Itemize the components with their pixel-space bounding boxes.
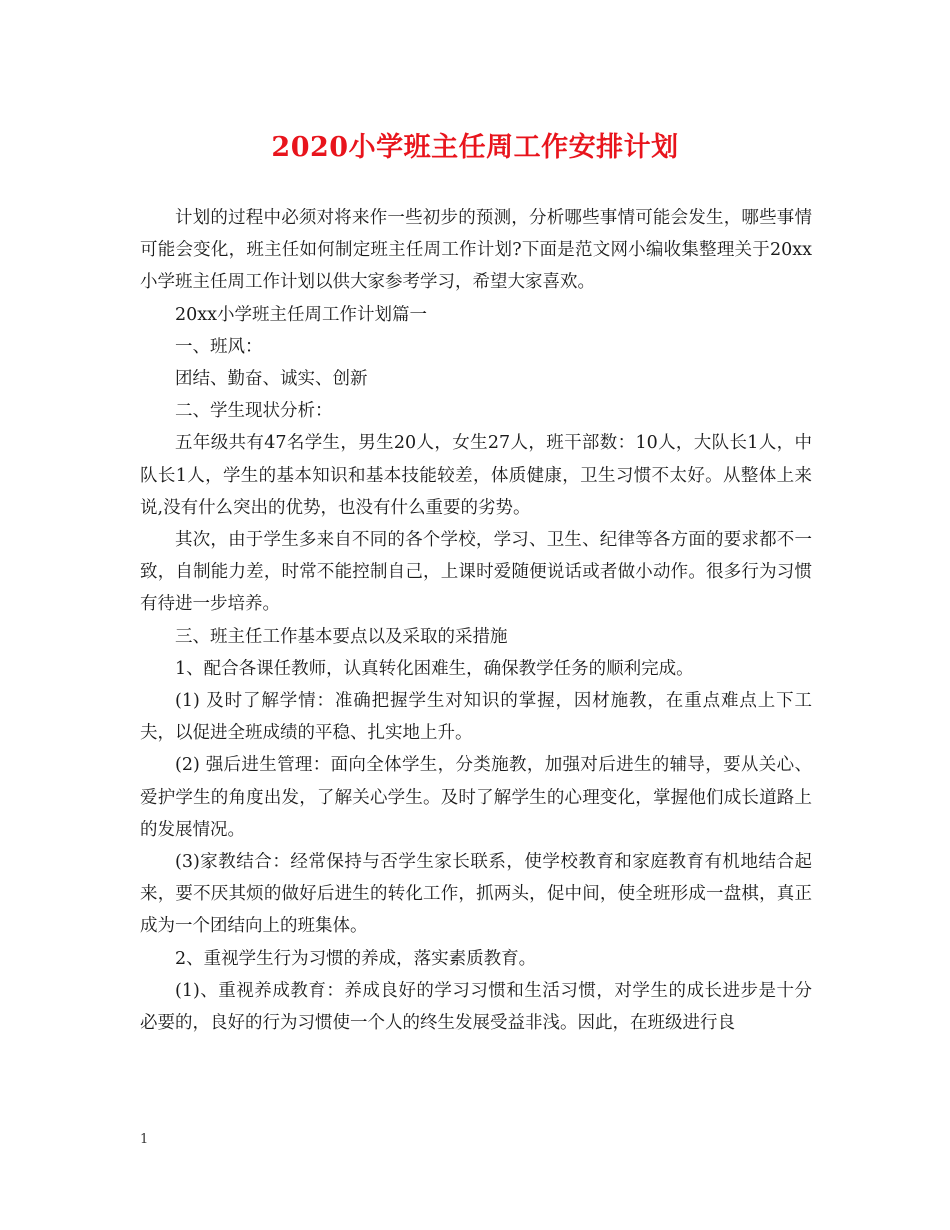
paragraph-section-heading: 20xx小学班主任周工作计划篇一 <box>175 304 428 325</box>
paragraph-key-points-heading: 三、班主任工作基本要点以及采取的采措施 <box>175 626 508 647</box>
document-body <box>140 202 812 1039</box>
document-title: 2020小学班主任周工作安排计划 <box>271 132 679 163</box>
paragraph-student-analysis: 五年级共有47名学生，男生20人，女生27人，班干部数：10人，大队长1人，中队长1人，学生的基本知识和基本技能较差，体质健康，卫生习惯不太好。从整体上来说,没有什么突出的优势，也没有什么重要的劣势。 <box>140 433 812 518</box>
paragraph-point-2: 2、重视学生行为习惯的养成，落实素质教育。 <box>175 948 537 969</box>
page-number: 1 <box>140 1132 149 1147</box>
paragraph-point-1: 1、配合各课任教师，认真转化困难生，确保教学任务的顺利完成。 <box>175 658 694 679</box>
paragraph-point-1-1: (1) 及时了解学情：准确把握学生对知识的掌握，因材施教，在重点难点上下工夫，以促进全班成绩的平稳、扎实地上升。 <box>140 691 812 744</box>
paragraph-student-analysis-heading: 二、学生现状分析： <box>175 401 333 422</box>
paragraph-class-style-heading: 一、班风： <box>175 336 263 357</box>
paragraph-point-1-2: (2) 强后进生管理：面向全体学生，分类施教，加强对后进生的辅导，要从关心、爱护学生的角度出发，了解关心学生。及时了解学生的心理变化，掌握他们成长道路上的发展情况。 <box>140 755 812 840</box>
paragraph-point-1-3: (3)家教结合：经常保持与否学生家长联系，使学校教育和家庭教育有机地结合起来，要不厌其烦的做好后进生的转化工作，抓两头，促中间，使全班形成一盘棋，真正成为一个团结向上的班集体。 <box>140 852 812 937</box>
paragraph-point-2-1: (1)、重视养成教育：养成良好的学习习惯和生活习惯，对学生的成长进步是十分必要的，良好的行为习惯使一个人的终生发展受益非浅。因此，在班级进行良 <box>140 980 812 1034</box>
paragraph-secondly: 其次，由于学生多来自不同的各个学校，学习、卫生、纪律等各方面的要求都不一致，自制能力差，时常不能控制自己，上课时爱随便说话或者做小动作。很多行为习惯有待进一步培养。 <box>140 530 812 615</box>
paragraph-class-style: 团结、勤奋、诚实、创新 <box>175 369 368 390</box>
paragraph-intro: 计划的过程中必须对将来作一些初步的预测，分析哪些事情可能会发生，哪些事情可能会变化，班主任如何制定班主任周工作计划?下面是范文网小编收集整理关于20xx小学班主任周工作计划以供大家参考学习，希望大家喜欢。 <box>140 208 812 293</box>
